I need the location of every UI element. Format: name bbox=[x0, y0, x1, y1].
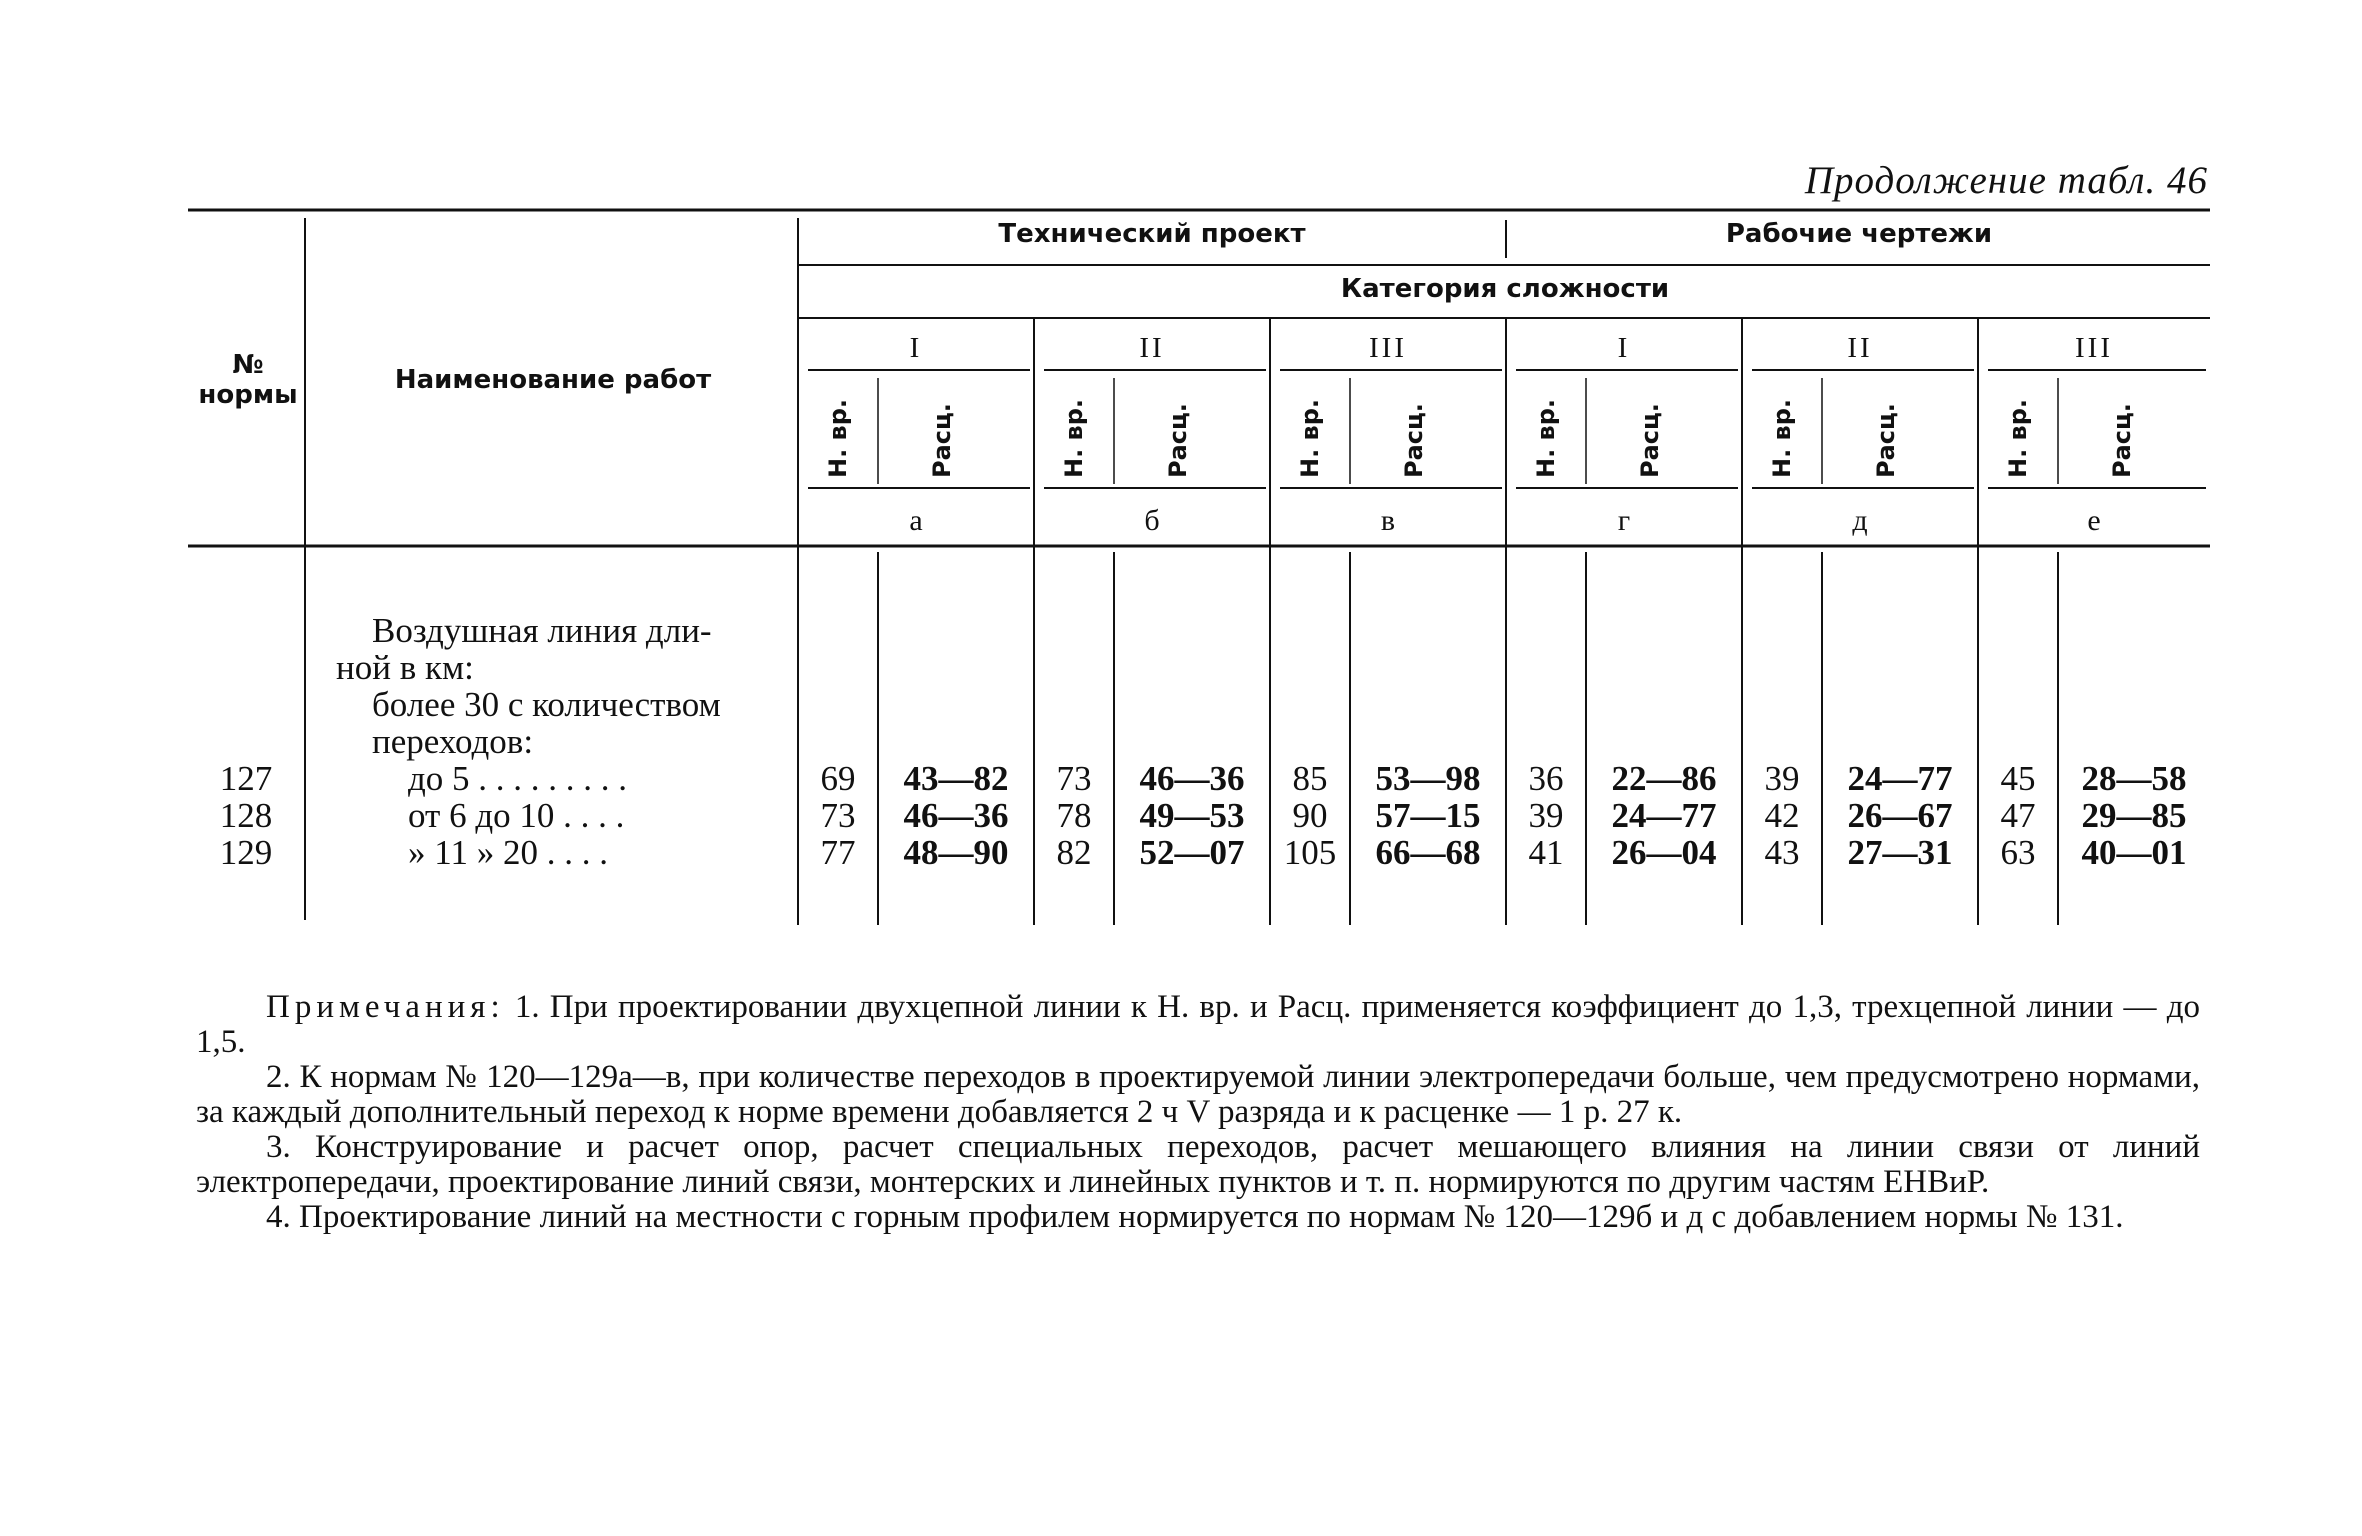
rate-values-column bbox=[1822, 760, 1978, 871]
cell-rate: 46—36 bbox=[903, 796, 1009, 835]
category-roman: III bbox=[2075, 332, 2113, 364]
cell-rate: 27—31 bbox=[1847, 833, 1953, 872]
header-group-technical: Технический проект bbox=[998, 219, 1306, 249]
cell-time: 78 bbox=[1056, 796, 1092, 835]
category-roman: II bbox=[1139, 332, 1165, 364]
cell-rate: 48—90 bbox=[903, 833, 1009, 872]
cell-time: 63 bbox=[2000, 833, 2036, 872]
cell-time: 42 bbox=[1764, 796, 1800, 835]
cell-time: 69 bbox=[820, 759, 856, 798]
subheader-rate: Расц. bbox=[1400, 403, 1428, 478]
subheader-time: Н. вр. bbox=[1296, 398, 1324, 478]
category-roman: I bbox=[909, 332, 923, 364]
description-line: Воздушная линия дли- bbox=[372, 611, 712, 650]
row-label-127: до 5 . . . . . . . . . bbox=[408, 759, 628, 798]
description-line: более 30 с количеством bbox=[372, 685, 721, 724]
cell-rate: 22—86 bbox=[1611, 759, 1717, 798]
cell-time: 90 bbox=[1292, 796, 1328, 835]
note-item: 4. Проектирование линий на местности с горным профилем нормируется по нормам № 120—129б и д с добавлением нормы № 131. bbox=[266, 1199, 2124, 1235]
column-letter: д bbox=[1852, 504, 1868, 537]
cell-rate: 53—98 bbox=[1375, 759, 1481, 798]
cell-time: 47 bbox=[2000, 796, 2036, 835]
header-complexity: Категория сложности bbox=[1340, 274, 1670, 304]
subheader-rate: Расц. bbox=[928, 403, 956, 478]
subheader-rate: Расц. bbox=[1872, 403, 1900, 478]
norm-number: 128 bbox=[219, 796, 273, 835]
time-values-column bbox=[1034, 760, 1114, 871]
cell-rate: 28—58 bbox=[2081, 759, 2187, 798]
column-letter: а bbox=[909, 504, 923, 537]
cell-time: 36 bbox=[1528, 759, 1564, 798]
cell-time: 41 bbox=[1528, 833, 1564, 872]
rate-values-column bbox=[878, 760, 1034, 871]
cell-time: 77 bbox=[820, 833, 856, 872]
subheader-time: Н. вр. bbox=[1060, 398, 1088, 478]
cell-rate: 29—85 bbox=[2081, 796, 2187, 835]
cell-time: 39 bbox=[1528, 796, 1564, 835]
subheader-time: Н. вр. bbox=[1532, 398, 1560, 478]
row-label-129: » 11 » 20 . . . . bbox=[408, 833, 608, 872]
subheader-time: Н. вр. bbox=[1768, 398, 1796, 478]
subheader-time: Н. вр. bbox=[824, 398, 852, 478]
subheader-time: Н. вр. bbox=[2004, 398, 2032, 478]
header-norm-no: № нормы bbox=[198, 350, 298, 410]
cell-rate: 66—68 bbox=[1375, 833, 1481, 872]
rate-values-column bbox=[1114, 760, 1270, 871]
category-roman: III bbox=[1369, 332, 1407, 364]
work-description bbox=[336, 612, 776, 871]
cell-time: 85 bbox=[1292, 759, 1328, 798]
subheader-rate: Расц. bbox=[1636, 403, 1664, 478]
norm-number: 127 bbox=[219, 759, 273, 798]
rate-values-column bbox=[2058, 760, 2210, 871]
rate-values-column bbox=[1350, 760, 1506, 871]
column-letter: г bbox=[1617, 504, 1631, 537]
note-item: 3. Конструирование и расчет опор, расчет специальных переходов, расчет мешающего влияния на линии связи от линий электропередачи, проектирование линий связи, монтерских и линейных пунктов и т. п. нормируются по другим частям ЕНВиР. bbox=[196, 1129, 2200, 1200]
norm-numbers bbox=[196, 760, 296, 871]
cell-time: 73 bbox=[820, 796, 856, 835]
subheader-rate: Расц. bbox=[1164, 403, 1192, 478]
time-values-column bbox=[798, 760, 878, 871]
cell-rate: 57—15 bbox=[1375, 796, 1481, 835]
notes bbox=[196, 990, 2200, 1235]
cell-time: 39 bbox=[1764, 759, 1800, 798]
rate-values-column bbox=[1586, 760, 1742, 871]
cell-rate: 40—01 bbox=[2081, 833, 2187, 872]
time-values-column bbox=[1742, 760, 1822, 871]
column-letter: е bbox=[2087, 504, 2101, 537]
cell-time: 43 bbox=[1764, 833, 1800, 872]
cell-time: 105 bbox=[1283, 833, 1337, 872]
cell-rate: 24—77 bbox=[1847, 759, 1953, 798]
description-line: переходов: bbox=[372, 722, 534, 761]
cell-rate: 24—77 bbox=[1611, 796, 1717, 835]
cell-rate: 49—53 bbox=[1139, 796, 1245, 835]
header-group-working: Рабочие чертежи bbox=[1725, 219, 1993, 249]
row-label-128: от 6 до 10 . . . . bbox=[408, 796, 625, 835]
note-item: 1. При проектировании двухцепной линии к Н. вр. и Расц. применяется коэффициент до 1,3, трехцепной линии — до 1,5. bbox=[196, 989, 2200, 1060]
note-item: 2. К нормам № 120—129а—в, при количестве переходов в проектируемой линии электропередачи больше, чем предусмотрено нормами, за каждый дополнительный переход к норме времени добавляется 2 ч V разряда и к расценке — 1 р. 27 к. bbox=[196, 1059, 2200, 1130]
time-values-column bbox=[1270, 760, 1350, 871]
cell-rate: 26—67 bbox=[1847, 796, 1953, 835]
time-values-column bbox=[1506, 760, 1586, 871]
time-values-column bbox=[1978, 760, 2058, 871]
cell-rate: 26—04 bbox=[1611, 833, 1717, 872]
category-roman: II bbox=[1847, 332, 1873, 364]
cell-time: 45 bbox=[2000, 759, 2036, 798]
cell-rate: 46—36 bbox=[1139, 759, 1245, 798]
cell-time: 82 bbox=[1056, 833, 1092, 872]
norm-number: 129 bbox=[219, 833, 273, 872]
notes-title: Примечания: bbox=[266, 989, 505, 1025]
column-letter: в bbox=[1380, 504, 1396, 537]
cell-time: 73 bbox=[1056, 759, 1092, 798]
subheader-rate: Расц. bbox=[2108, 403, 2136, 478]
cell-rate: 43—82 bbox=[903, 759, 1009, 798]
table-caption: Продолжение табл. 46 bbox=[1804, 159, 2208, 202]
column-letter: б bbox=[1144, 504, 1160, 537]
header-work-name: Наименование работ bbox=[394, 365, 712, 395]
cell-rate: 52—07 bbox=[1139, 833, 1245, 872]
category-roman: I bbox=[1617, 332, 1631, 364]
description-line: ной в км: bbox=[336, 648, 474, 687]
